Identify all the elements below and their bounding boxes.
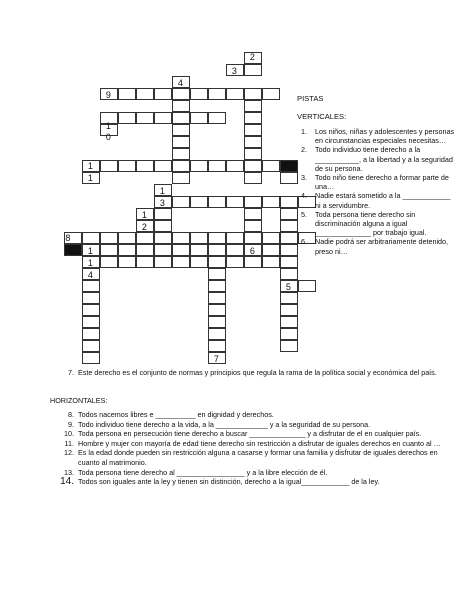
- grid-cell[interactable]: [208, 244, 226, 256]
- grid-cell[interactable]: [226, 256, 244, 268]
- grid-cell[interactable]: [154, 112, 172, 124]
- grid-cell[interactable]: [262, 160, 280, 172]
- grid-cell[interactable]: [82, 328, 100, 340]
- clue-number: 1: [105, 121, 111, 132]
- grid-cell[interactable]: [82, 292, 100, 304]
- grid-cell[interactable]: [154, 88, 172, 100]
- grid-cell[interactable]: [190, 256, 208, 268]
- grid-cell[interactable]: [136, 88, 154, 100]
- grid-cell[interactable]: [154, 244, 172, 256]
- clue-number: 4: [177, 77, 183, 88]
- grid-cell[interactable]: [244, 172, 262, 184]
- clue-h10: 10. Toda persona en persecución tiene derecho a buscar ______________ y a disfrutar de el en cualquier país.: [64, 429, 422, 439]
- clue-number: 3: [159, 198, 165, 209]
- grid-cell[interactable]: [172, 232, 190, 244]
- grid-cell[interactable]: [280, 340, 298, 352]
- clue-v7: 7. Este derecho es el conjunto de normas y principios que regula la rama de la política social y económica del país.: [68, 368, 437, 377]
- clue-number: 9: [105, 89, 111, 100]
- clue-h13: 13. Toda persona tiene derecho al _________________ y a la libre elección de él.: [64, 467, 328, 477]
- grid-cell[interactable]: [244, 208, 262, 220]
- grid-cell[interactable]: [208, 340, 226, 352]
- grid-cell[interactable]: [100, 256, 118, 268]
- grid-cell[interactable]: [280, 172, 298, 184]
- clue-number: 8: [65, 233, 71, 243]
- grid-cell[interactable]: [82, 340, 100, 352]
- grid-cell[interactable]: [118, 160, 136, 172]
- grid-cell[interactable]: [190, 232, 208, 244]
- grid-cell[interactable]: [172, 172, 190, 184]
- grid-cell: [64, 244, 82, 256]
- grid-cell[interactable]: [190, 88, 208, 100]
- grid-cell[interactable]: [172, 148, 190, 160]
- grid-cell[interactable]: [226, 160, 244, 172]
- grid-cell[interactable]: [82, 280, 100, 292]
- grid-cell[interactable]: [118, 244, 136, 256]
- grid-cell[interactable]: [154, 256, 172, 268]
- clue-number: 1: [87, 173, 93, 183]
- grid-cell[interactable]: [244, 256, 262, 268]
- grid-cell[interactable]: [136, 244, 154, 256]
- grid-cell[interactable]: [262, 256, 280, 268]
- grid-cell[interactable]: [100, 232, 118, 244]
- clue-number: 5: [285, 281, 291, 292]
- grid-cell[interactable]: [118, 256, 136, 268]
- clue-number: 1: [159, 186, 165, 197]
- grid-cell[interactable]: [280, 316, 298, 328]
- grid-cell[interactable]: [172, 124, 190, 136]
- grid-cell[interactable]: [208, 268, 226, 280]
- clue-number: 6: [249, 245, 255, 256]
- grid-cell[interactable]: [244, 124, 262, 136]
- grid-cell[interactable]: [136, 112, 154, 124]
- grid-cell[interactable]: [208, 196, 226, 208]
- grid-cell[interactable]: [208, 280, 226, 292]
- grid-cell[interactable]: [280, 208, 298, 220]
- grid-cell[interactable]: [226, 88, 244, 100]
- grid-cell[interactable]: [280, 244, 298, 256]
- grid-cell[interactable]: [82, 232, 100, 244]
- grid-cell[interactable]: [244, 220, 262, 232]
- grid-cell[interactable]: [280, 196, 298, 208]
- grid-cell[interactable]: [262, 88, 280, 100]
- clue-h9: 9. Todo individuo tiene derecho a la vida, a la _____________ y a la seguridad de su persona.: [68, 419, 371, 429]
- grid-cell[interactable]: [136, 256, 154, 268]
- clue-number: 4: [87, 269, 93, 280]
- grid-cell[interactable]: [190, 112, 208, 124]
- grid-cell[interactable]: [280, 304, 298, 316]
- grid-cell[interactable]: [172, 88, 190, 100]
- clue-number: 1: [87, 161, 93, 171]
- grid-cell[interactable]: [208, 160, 226, 172]
- clue-v3: 3. Todo niño tiene derecho a formar parte de una…: [301, 173, 449, 192]
- grid-cell[interactable]: [172, 256, 190, 268]
- grid-cell[interactable]: [154, 220, 172, 232]
- pistas-title: PISTAS: [297, 94, 324, 103]
- grid-cell[interactable]: [190, 196, 208, 208]
- vertical-clues: [297, 127, 457, 256]
- clue-number: 1: [87, 245, 93, 256]
- grid-cell[interactable]: [208, 304, 226, 316]
- clue-v5: 5. Toda persona tiene derecho sin discriminación alguna a igual ______________ por trabajo igual.: [301, 209, 427, 238]
- grid-cell[interactable]: [226, 196, 244, 208]
- grid-cell[interactable]: [244, 160, 262, 172]
- grid-cell[interactable]: [280, 328, 298, 340]
- grid-cell[interactable]: [100, 160, 118, 172]
- grid-cell[interactable]: [190, 160, 208, 172]
- grid-cell[interactable]: [262, 196, 280, 208]
- grid-cell[interactable]: [136, 160, 154, 172]
- grid-cell[interactable]: [208, 292, 226, 304]
- grid-cell[interactable]: [244, 64, 262, 76]
- grid-cell[interactable]: [244, 100, 262, 112]
- grid-cell[interactable]: [244, 232, 262, 244]
- grid-cell[interactable]: [208, 112, 226, 124]
- grid-cell[interactable]: [226, 244, 244, 256]
- clue-number: 1: [141, 210, 147, 221]
- grid-cell[interactable]: [208, 328, 226, 340]
- clue-h11: 11. Hombre y mujer con mayoría de edad tiene derecho sin restricción a disfrutar de iguales derechos en cuanto al …: [64, 438, 441, 448]
- grid-cell[interactable]: [262, 244, 280, 256]
- grid-cell[interactable]: [82, 304, 100, 316]
- grid-cell[interactable]: [280, 268, 298, 280]
- clue-h12: 12. Es la edad donde pueden sin restricción alguna a casarse y formar una familia y disfrutar de iguales derechos en cuanto al matrimonio.: [64, 448, 438, 467]
- clue-h14: 14. Todos son iguales ante la ley y tienen sin distinción, derecho a la igual____________ de la ley.: [60, 476, 380, 488]
- grid-cell[interactable]: [172, 244, 190, 256]
- grid-cell[interactable]: [208, 232, 226, 244]
- grid-cell[interactable]: [244, 88, 262, 100]
- grid-cell[interactable]: [280, 220, 298, 232]
- grid-cell[interactable]: [172, 136, 190, 148]
- grid-cell[interactable]: [118, 88, 136, 100]
- grid-cell[interactable]: [154, 208, 172, 220]
- clue-number: 2: [249, 52, 255, 63]
- grid-cell[interactable]: [118, 232, 136, 244]
- grid-cell[interactable]: [154, 232, 172, 244]
- grid-cell[interactable]: [100, 244, 118, 256]
- grid-cell[interactable]: [280, 232, 298, 244]
- grid-cell[interactable]: [262, 232, 280, 244]
- grid-cell[interactable]: [244, 196, 262, 208]
- grid-cell[interactable]: [298, 280, 316, 292]
- clue-v4: 4. Nadie estará sometido a la ____________ ni a servidumbre.: [301, 191, 451, 210]
- grid-cell[interactable]: [118, 112, 136, 124]
- grid-cell[interactable]: [190, 244, 208, 256]
- grid-cell[interactable]: [280, 256, 298, 268]
- grid-cell[interactable]: [244, 136, 262, 148]
- grid-cell[interactable]: [82, 352, 100, 364]
- grid-cell: [280, 160, 298, 172]
- grid-cell[interactable]: [208, 256, 226, 268]
- verticales-label: VERTICALES:: [297, 112, 347, 121]
- clue-v2: 2. Todo individuo tiene derecho a la ___________, a la libertad y a la seguridad de su persona.: [301, 145, 453, 173]
- grid-cell[interactable]: [154, 160, 172, 172]
- clue-h8: 8. Todos nacemos libres e __________ en dignidad y derechos.: [68, 410, 274, 419]
- grid-cell[interactable]: [226, 232, 244, 244]
- grid-cell[interactable]: [244, 148, 262, 160]
- grid-cell[interactable]: [280, 292, 298, 304]
- clue-number: 7: [213, 353, 219, 364]
- grid-cell[interactable]: [244, 112, 262, 124]
- grid-cell[interactable]: [82, 316, 100, 328]
- grid-cell[interactable]: [172, 112, 190, 124]
- horizontales-label: HORIZONTALES:: [50, 396, 108, 405]
- grid-cell[interactable]: [172, 160, 190, 172]
- clue-number: 0: [105, 132, 111, 143]
- grid-cell[interactable]: [172, 100, 190, 112]
- grid-cell[interactable]: [208, 88, 226, 100]
- grid-cell[interactable]: [136, 232, 154, 244]
- clue-v1: 1. Los niños, niñas y adolescentes y personas en circunstancias especiales necesitas…: [301, 127, 455, 146]
- clue-number: 2: [141, 222, 147, 233]
- horizontal-clues: [50, 410, 450, 487]
- clue-number: 3: [231, 65, 237, 76]
- grid-cell[interactable]: [208, 316, 226, 328]
- clue-v6: 6. Nadie podrá ser arbitrariamente detenido, preso ni…: [301, 237, 449, 256]
- grid-cell[interactable]: [172, 196, 190, 208]
- clue-number: 1: [87, 257, 93, 268]
